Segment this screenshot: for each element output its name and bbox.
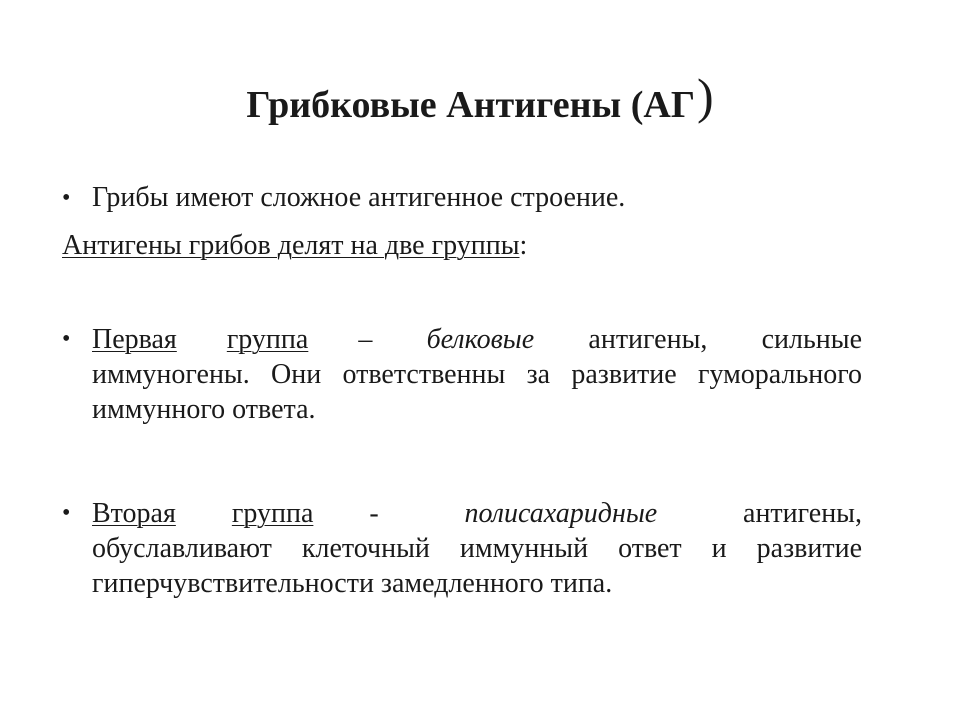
group1-emphasis: белковые bbox=[426, 324, 535, 355]
group2-dash: - bbox=[369, 498, 379, 529]
groups-intro bbox=[62, 229, 527, 263]
group2-label-word1: Вторая bbox=[92, 498, 176, 529]
group1-dash: – bbox=[358, 324, 373, 355]
groups-intro-colon: : bbox=[519, 230, 528, 261]
group1-label bbox=[92, 324, 358, 355]
group2-label-word2: группа bbox=[231, 498, 314, 529]
bullet-icon: • bbox=[62, 500, 71, 526]
group1-paragraph bbox=[92, 322, 862, 427]
groups-intro-text: Антигены грибов делят на две группы bbox=[62, 230, 520, 261]
slide-title-paren: ) bbox=[697, 68, 714, 124]
group2-emphasis: полисахаридные bbox=[464, 498, 658, 529]
group1-label-word2: группа bbox=[226, 324, 309, 355]
group2-text: антигены, обуславливают клеточный иммунный ответ и развитие гиперчувствительности замедленного типа. bbox=[92, 498, 862, 599]
slide-title-text: Грибковые Антигены (АГ bbox=[246, 84, 695, 126]
bullet-antigen-structure: Грибы имеют сложное антигенное строение. bbox=[92, 182, 626, 213]
bullet-icon: • bbox=[62, 185, 71, 211]
group1-text: антигены, сильные иммуногены. Они ответственны за развитие гуморального иммунного ответа. bbox=[92, 324, 862, 425]
group2-label bbox=[92, 498, 369, 529]
bullet-icon: • bbox=[62, 326, 71, 352]
group2-paragraph bbox=[92, 496, 862, 601]
slide-title bbox=[0, 68, 960, 133]
group1-label-word1: Первая bbox=[92, 324, 177, 355]
